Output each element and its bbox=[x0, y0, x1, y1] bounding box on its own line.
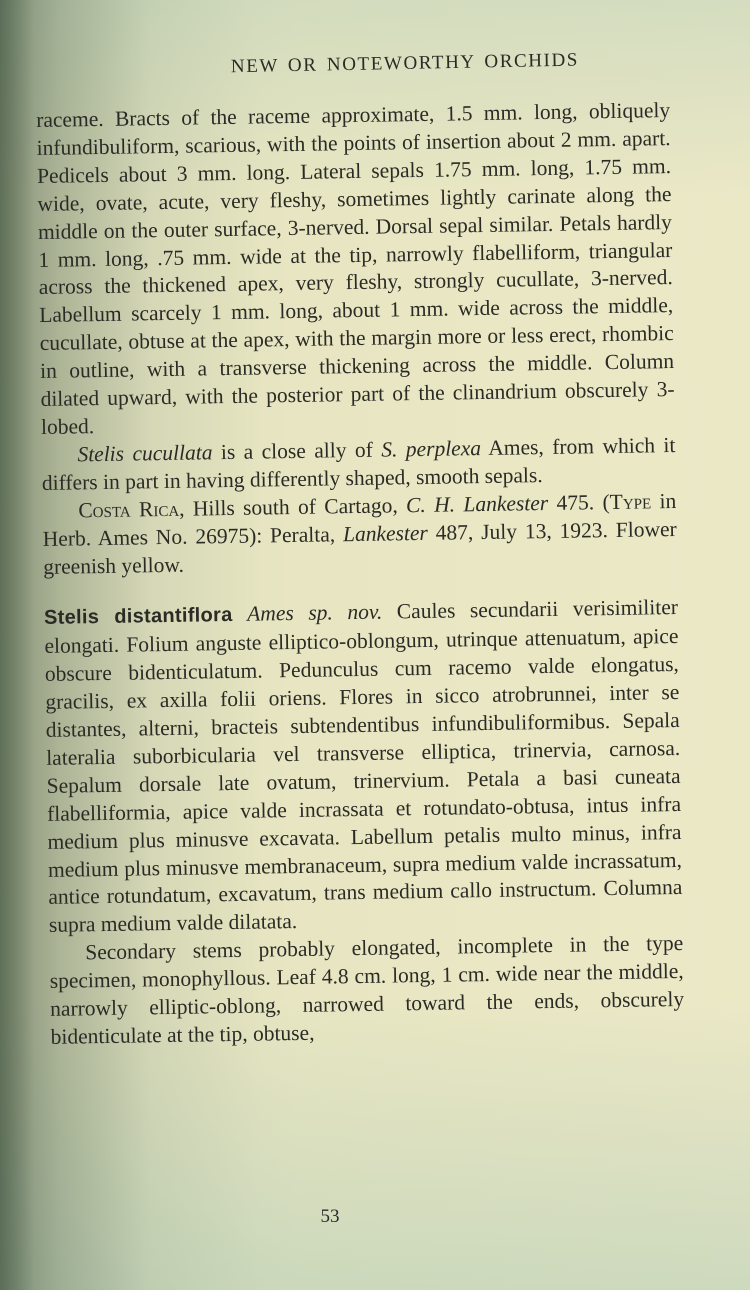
body-text bbox=[36, 97, 685, 1052]
remark-text-2: Ames, from which it differs in part in having differently shaped, smooth sepals. bbox=[41, 432, 676, 495]
country-name: Costa Rica bbox=[78, 496, 180, 523]
remark-paragraph bbox=[41, 432, 676, 498]
ally-species-italic: S. perplexa bbox=[381, 435, 482, 462]
english-description: Secondary stems probably elongated, incomplete in the type specimen, monophyllous. Leaf 4.8 cm. long, 1 cm. wide near the middle, narrowly elliptic-oblong, narrowed toward the ends, obscurely bidenticulate at the tip, obtuse, bbox=[49, 931, 685, 1049]
collector-name-2: Lankester bbox=[342, 520, 428, 546]
latin-diagnosis-text: Caules secundarii verisimiliter elongati. Folium anguste elliptico-oblongum, utrinque attenuatum, apice obscure bidenticulatum. Pedunculus cum racemo valde elongatus, gracilis, ex axilla folii oriens. Flores in sicco atrobrunnei, inter se distantes, alterni, bracteis subtendentibus infundibuliformibus. Sepala lateralia suborbicularia vel transverse elliptica, trinervia, carnosa. Sepalum dorsale late ovatum, trinervium. Petala a basi cuneata flabelliformia, apice valde incrassata et rotundato-obtusa, intus infra medium plus minusve excavata. Labellum petalis multo minus, infra medium plus minusve membranaceum, supra medium valde incrassatum, antice rotundatum, excavatum, trans medium callo instructum. Columna supra medium valde dilatata. bbox=[44, 595, 683, 938]
citation-text-2: ( bbox=[593, 489, 610, 514]
citation-text-4: July 13, 1923. Flower greenish yellow. bbox=[43, 516, 677, 579]
latin-diagnosis bbox=[44, 594, 683, 940]
specimen-citation bbox=[42, 488, 677, 582]
description-paragraph: raceme. Bracts of the raceme approximate, 1.5 mm. long, obliquely infundibuliform, scarious, with the points of insertion about 2 mm. apart. Pedicels about 3 mm. long. Lateral sepals 1.75 mm. long, 1.75 mm. wide, ovate, acute, very fleshy, sometimes lightly carinate along the middle on the outer surface, 3-nerved. Dorsal sepal similar. Petals hardly 1 mm. long, .75 mm. wide at the tip, narrowly flabelliform, triangular across the thickened apex, very fleshy, strongly cucullate, 3-nerved. Labellum scarcely 1 mm. long, about 1 mm. wide across the middle, cucullate, obtuse at the apex, with the margin more or less erect, rhombic in outline, with a transverse thickening across the middle. Column dilated upward, with the posterior part of the clinandrium obscurely 3-lobed. bbox=[36, 98, 675, 439]
collection-number-2: 487, bbox=[435, 519, 474, 545]
species-authority: Ames sp. nov. bbox=[246, 600, 383, 627]
type-word: Type bbox=[609, 489, 652, 514]
page-gutter-shadow bbox=[0, 0, 34, 1290]
citation-text-3: in Herb. Ames No. 26975): Peralta, bbox=[42, 488, 677, 551]
new-species-heading: Stelis distantiflora bbox=[43, 604, 233, 630]
citation-text-1: , Hills south of Cartago, bbox=[178, 492, 407, 521]
running-head: NEW OR NOTEWORTHY ORCHIDS bbox=[230, 49, 580, 78]
collection-number-1: 475. bbox=[556, 489, 595, 515]
collector-name-1: C. H. Lankester bbox=[405, 490, 549, 517]
remark-text-1: is a close ally of bbox=[212, 437, 382, 465]
species-name-italic: Stelis cucullata bbox=[77, 440, 213, 467]
page-number: 53 bbox=[320, 1206, 340, 1227]
